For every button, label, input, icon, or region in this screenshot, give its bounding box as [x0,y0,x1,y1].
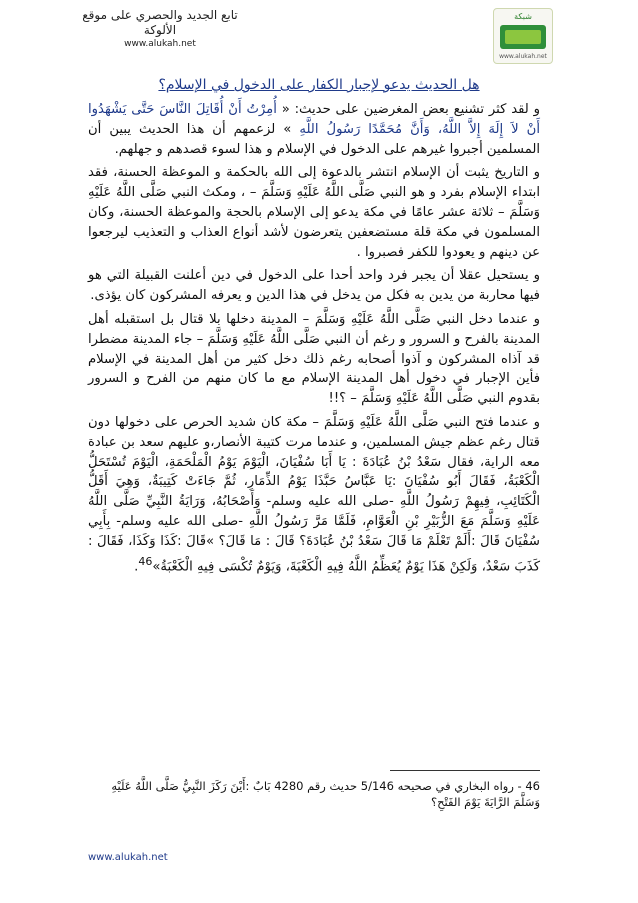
section-title: هل الحديث يدعو لإجبار الكفار على الدخول في الإسلام؟ [158,77,480,93]
paragraph-4: و عندما دخل النبي صَلَّى اللَّهُ عَلَيْهِ وَسَلَّمَ – المدينة دخلها بلا قتال بل استقبله أهل المدينة بالفرح و السرور و رغم أن النبي صَلَّى اللَّهُ عَلَيْهِ وَسَلَّمَ – جاء المدينة مضطرا قد آذاه المشركون و آذوا أصحابه رغم ذلك دخل كثير من أهل المدينة في الإسلام فأين الإجبار في دخول أهل المدينة الإسلام مع ما كان منهم من الفرح و السرور بقدوم النبي صَلَّى اللَّهُ عَلَيْهِ وَسَلَّمَ – ؟!! [88,311,540,407]
page-header [0,0,638,70]
site-promo-line2: الألوكة [143,23,177,37]
site-promo-url[interactable]: www.alukah.net [124,39,196,49]
logo-sub-text: www.alukah.net [499,53,547,60]
footnote-ref[interactable]: 46 [138,554,153,568]
hadith-quote-1: أُمِرْتُ أَنْ أُقَاتِلَ النَّاسَ حَتَّى يَشْهَدُوا أَنْ لاَ إِلَهَ إِلاَّ اللَّهُ، وَأَنَّ مُحَمَّدًا رَسُولُ اللَّهِ [88,102,540,137]
paragraph-5-dot: . [134,558,139,574]
paragraph-1-rest: » لزعمهم أن هذا الحديث يبين أن المسلمين أجبروا غيرهم على الدخول في الإسلام و هذا لسوء قصدهم و جهلهم. [88,121,540,157]
site-promo [60,8,260,50]
paragraph-5 [88,413,540,577]
quote-close: » [152,558,161,574]
footnote-46: 46 - رواه البخاري في صحيحه 5/146 حديث رقم 4280 بَابٌ :أَيْنَ رَكَزَ النَّبِيُّ صَلَّى اللَّهُ عَلَيْهِ وَسَلَّمَ الرَّايَةَ يَوْمَ الفَتْحِ؟ [111,779,540,809]
paragraph-3: و يستحيل عقلا أن يجبر فرد واحد أحدا على الدخول في دين أعلنت القبيلة التي هو فيها محاربة من يدين به فكل من يدخل في هذا الدين و يعرفه المشركون كان يؤذى. [88,268,540,304]
logo-top-text: شبكة [514,12,532,21]
paragraph-2: و التاريخ يثبت أن الإسلام انتشر بالدعوة إلى الله بالحكمة و الموعظة الحسنة، فقد ابتداء الإسلام بفرد و هو النبي صَلَّى اللَّهُ عَلَيْهِ وَسَلَّمَ – ، ومكث النبي صَلَّى اللَّهُ عَلَيْهِ وَسَلَّمَ – ثلاثة عشر عامًا في مكة يدعو إلى الإسلام بالحجة والموعظة الحسنة، وكان المسلمون في مكة قلة مستضعفين يتعرضون لأشد أنواع العذاب و التعذيب ليرجعوا عن دينهم و يعودوا للكفر فصبروا . [88,165,540,260]
footnote-separator [390,770,540,771]
paragraph-1 [88,100,540,159]
footer-url-link[interactable]: www.alukah.net [88,852,168,863]
logo-mark-icon [500,25,546,49]
article-body [88,100,540,581]
hadith-quote-2: سَعْدُ بْنُ عُبَادَةَ : يَا أَبَا سُفْيَانَ، الْيَوْمَ يَوْمُ الْمَلْحَمَةِ، الْيَوْمَ تُسْتَحَلُّ الْكَعْبَةُ، فَقَالَ أَبُو سُفْيَانَ :يَا عَبَّاسُ حَبَّذَا يَوْمُ الذِّمَارِ، ثُمَّ جَاءَتْ كَتِيبَةٌ، وَهِيَ أَقَلُّ الْكَتَائِبِ، فِيهِمْ رَسُولُ اللَّهِ -صلى الله عليه وسلم- وَأَصْحَابُهُ، وَرَايَةُ النَّبِيِّ صَلَّى اللَّهُ عَلَيْهِ وَسَلَّمَ مَعَ الزُّبَيْرِ بْنِ الْعَوَّامِ، فَلَمَّا مَرَّ رَسُولُ اللَّهِ -صلى الله عليه وسلم- بِأَبِي سُفْيَانَ قَالَ :أَلَمْ تَعْلَمْ مَا قَالَ سَعْدُ بْنُ عُبَادَةَ؟ قَالَ : مَا قَالَ؟ »قَالَ :كَذَا وَكَذَا، فَقَالَ : كَذَبَ سَعْدٌ، وَلَكِنْ هَذَا يَوْمٌ يُعَظِّمُ اللَّهُ فِيهِ الْكَعْبَةَ، وَيَوْمٌ تُكْسَى فِيهِ الْكَعْبَةُ [88,454,540,574]
site-promo-line1: تابع الجديد والحصري على موقع [82,8,238,22]
paragraph-1-intro: و لقد كثر تشنيع بعض المغرضين على حديث: « [276,102,540,117]
paragraph-5-intro: و عندما فتح النبي صَلَّى اللَّهُ عَلَيْهِ وَسَلَّمَ – مكة كان شديد الحرص على دخولها دون قتال رغم عظم جيش المسلمين، و عندما مرت كتيبة الأنصار،و عليهم سعد بن عبادة معه الراية، فقال [88,414,540,470]
alukah-logo [493,8,553,64]
